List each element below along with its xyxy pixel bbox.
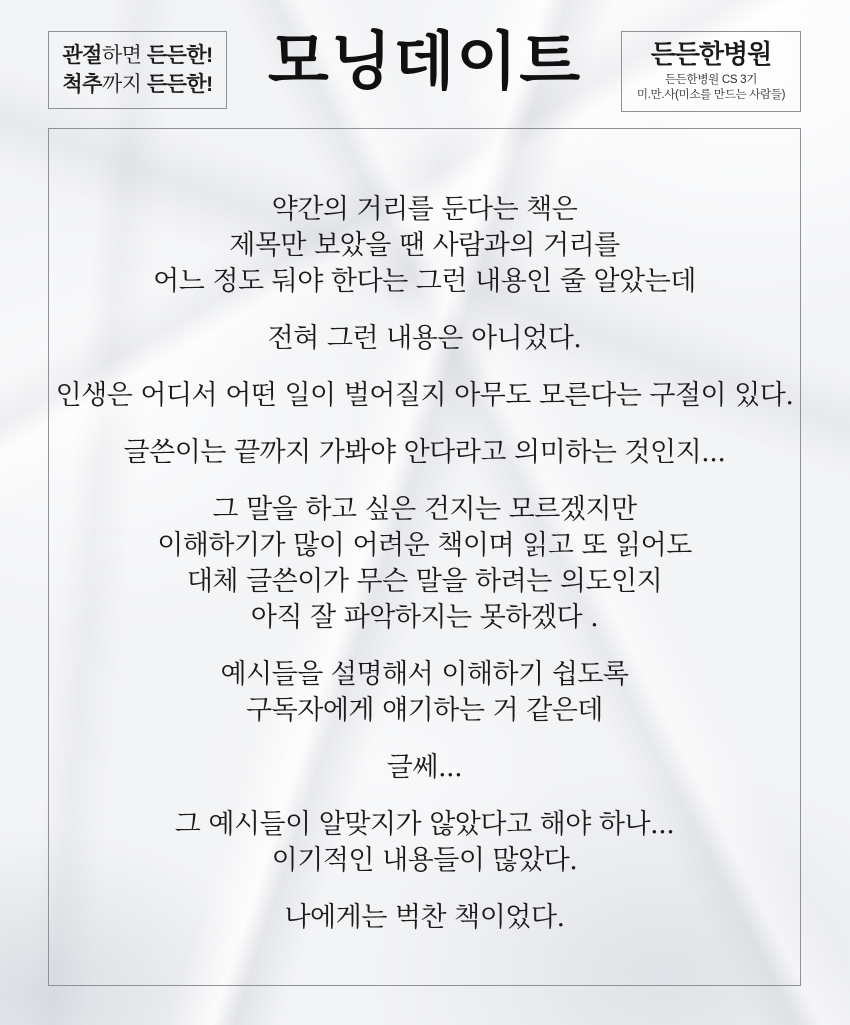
paragraph-8 xyxy=(49,807,800,879)
paragraph-6 xyxy=(49,657,800,729)
body-line: 인생은 어디서 어떤 일이 벌어질지 아무도 모른다는 구절이 있다. xyxy=(55,380,794,411)
hospital-box xyxy=(621,31,801,112)
body-line: 대체 글쓴이가 무슨 말을 하려는 의도인지 xyxy=(186,566,663,597)
hospital-name: 든든한병원 xyxy=(650,39,772,69)
tagline-bold: 척추 xyxy=(62,73,102,96)
body-line: 전혀 그런 내용은 아니었다. xyxy=(267,323,582,354)
body-line: 이기적인 내용들이 많았다. xyxy=(271,845,578,876)
body-line: 제목만 보았을 땐 사람과의 거리를 xyxy=(229,230,620,261)
body-line: 나에게는 벅찬 책이었다. xyxy=(284,902,565,933)
paragraph-3 xyxy=(49,378,800,414)
page-title: 모닝데이트 xyxy=(267,24,583,98)
body-line: 어느 정도 둬야 한다는 그런 내용인 줄 알았는데 xyxy=(153,266,696,297)
body-line: 구독자에게 얘기하는 거 같은데 xyxy=(246,695,603,726)
content-box xyxy=(48,128,801,986)
hospital-subtitle-line1: 든든한병원 CS 3기 xyxy=(664,74,758,86)
body-line: 글쎄... xyxy=(386,752,463,783)
tagline-regular: 까지 xyxy=(101,73,147,96)
body-line: 글쓴이는 끝까지 가봐야 안다라고 의미하는 것인지... xyxy=(123,437,726,468)
paragraph-2 xyxy=(49,321,800,357)
paragraph-1 xyxy=(49,192,800,300)
paragraph-5 xyxy=(49,492,800,636)
paragraph-9 xyxy=(49,900,800,936)
tagline-bold: 든든한! xyxy=(146,73,213,96)
tagline-bold: 관절 xyxy=(62,44,102,67)
body-line: 그 말을 하고 싶은 건지는 모르겠지만 xyxy=(212,494,637,525)
body-line: 아직 잘 파악하지는 못하겠다 . xyxy=(250,602,599,633)
tagline-bold: 든든한! xyxy=(146,44,213,67)
body-line: 그 예시들이 알맞지가 않았다고 해야 하나... xyxy=(174,809,675,840)
body-line: 예시들을 설명해서 이해하기 쉽도록 xyxy=(220,659,629,690)
hospital-subtitle-line2: 미.만.사(미소를 만드는 사람들) xyxy=(636,89,786,101)
paragraph-7 xyxy=(49,750,800,786)
body-line: 이해하기가 많이 어려운 책이며 읽고 또 읽어도 xyxy=(157,530,692,561)
tagline-regular: 하면 xyxy=(101,44,147,67)
body-line: 약간의 거리를 둔다는 책은 xyxy=(271,194,578,225)
paragraph-4 xyxy=(49,435,800,471)
